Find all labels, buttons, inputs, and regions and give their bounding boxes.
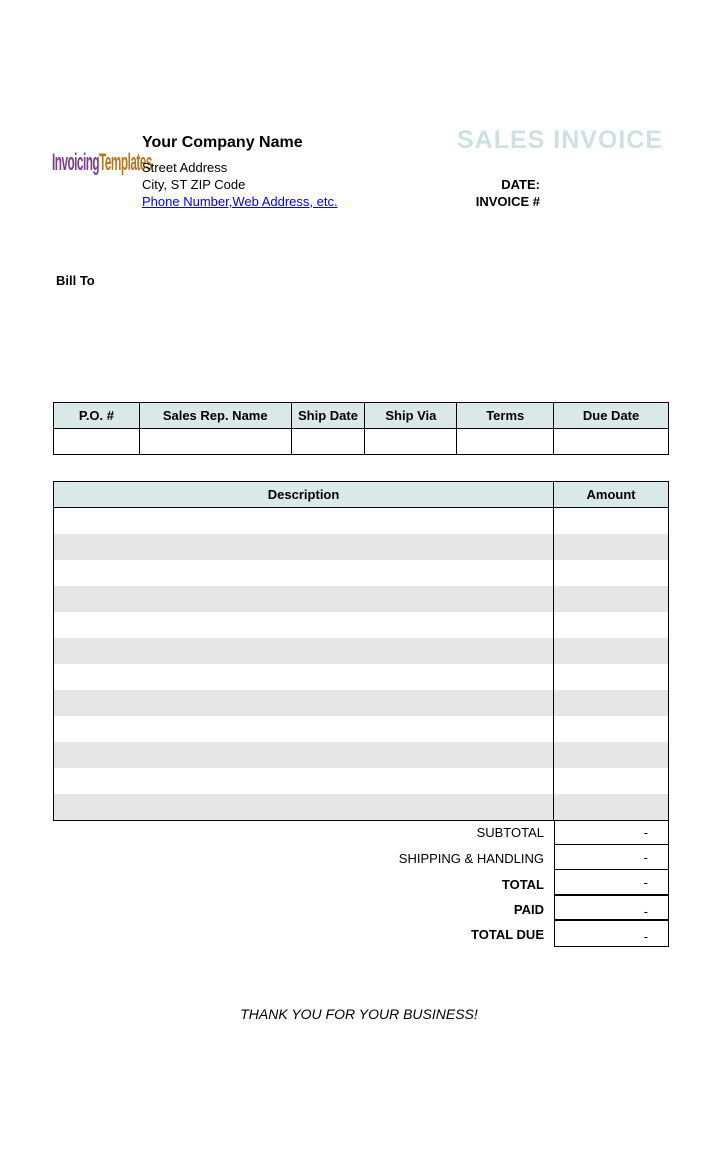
amount-cell[interactable] (554, 508, 669, 535)
header-sales-rep: Sales Rep. Name (139, 403, 291, 429)
header-ship-via: Ship Via (365, 403, 457, 429)
amount-cell[interactable] (554, 794, 669, 821)
table-row (54, 742, 669, 768)
company-name: Your Company Name (142, 134, 303, 151)
company-logo: InvoicingTemplates (52, 148, 152, 176)
amount-cell[interactable] (554, 560, 669, 586)
ship-date-cell[interactable] (291, 429, 365, 455)
line-items-table (53, 481, 669, 821)
invoice-number-label: INVOICE # (475, 194, 540, 209)
amount-cell[interactable] (554, 742, 669, 768)
description-cell[interactable] (54, 742, 554, 768)
description-cell[interactable] (54, 638, 554, 664)
description-cell[interactable] (54, 794, 554, 821)
company-city: City, ST ZIP Code (142, 177, 246, 192)
company-contact-link[interactable]: Phone Number,Web Address, etc. (142, 194, 338, 209)
description-cell[interactable] (54, 560, 554, 586)
due-date-cell[interactable] (554, 429, 669, 455)
table-row (54, 560, 669, 586)
po-number-cell[interactable] (54, 429, 140, 455)
table-row (54, 508, 669, 535)
table-row (54, 534, 669, 560)
shipping-value: - (643, 850, 648, 865)
paid-value: - (643, 904, 648, 919)
shipping-label: SHIPPING & HANDLING (398, 851, 544, 866)
description-cell[interactable] (54, 690, 554, 716)
paid-label: PAID (513, 902, 544, 917)
shipping-value-box[interactable] (554, 845, 669, 870)
amount-cell[interactable] (554, 638, 669, 664)
description-cell[interactable] (54, 768, 554, 794)
description-cell[interactable] (54, 664, 554, 690)
sales-rep-cell[interactable] (139, 429, 291, 455)
table-row (54, 638, 669, 664)
description-cell[interactable] (54, 508, 554, 535)
amount-cell[interactable] (554, 690, 669, 716)
thank-you-message: THANK YOU FOR YOUR BUSINESS! (240, 1006, 478, 1022)
description-cell[interactable] (54, 586, 554, 612)
table-row (54, 664, 669, 690)
total-due-value: - (643, 929, 648, 944)
header-amount: Amount (554, 482, 669, 508)
description-cell[interactable] (54, 534, 554, 560)
terms-cell[interactable] (457, 429, 554, 455)
amount-cell[interactable] (554, 664, 669, 690)
order-info-table (53, 402, 669, 455)
table-row (54, 612, 669, 638)
total-due-value-box[interactable] (554, 920, 669, 947)
total-value: - (643, 875, 648, 890)
description-cell[interactable] (54, 612, 554, 638)
paid-value-box[interactable] (554, 895, 669, 920)
total-value-box[interactable] (554, 870, 669, 895)
amount-cell[interactable] (554, 768, 669, 794)
subtotal-value: - (643, 825, 648, 840)
amount-cell[interactable] (554, 534, 669, 560)
subtotal-label: SUBTOTAL (476, 825, 544, 840)
amount-cell[interactable] (554, 586, 669, 612)
bill-to-label: Bill To (56, 273, 95, 288)
total-label: TOTAL (501, 877, 544, 892)
header-ship-date: Ship Date (291, 403, 365, 429)
subtotal-value-box[interactable] (554, 820, 669, 845)
date-label: DATE: (501, 177, 540, 192)
table-row (54, 586, 669, 612)
header-description: Description (54, 482, 554, 508)
header-terms: Terms (457, 403, 554, 429)
company-street: Street Address (142, 160, 228, 175)
invoice-title: SALES INVOICE (457, 126, 664, 154)
table-row (54, 768, 669, 794)
amount-cell[interactable] (554, 612, 669, 638)
header-due-date: Due Date (554, 403, 669, 429)
table-row (54, 716, 669, 742)
amount-cell[interactable] (554, 716, 669, 742)
description-cell[interactable] (54, 716, 554, 742)
table-row (54, 794, 669, 821)
header-po-number: P.O. # (54, 403, 140, 429)
ship-via-cell[interactable] (365, 429, 457, 455)
total-due-label: TOTAL DUE (471, 927, 544, 942)
table-row (54, 690, 669, 716)
